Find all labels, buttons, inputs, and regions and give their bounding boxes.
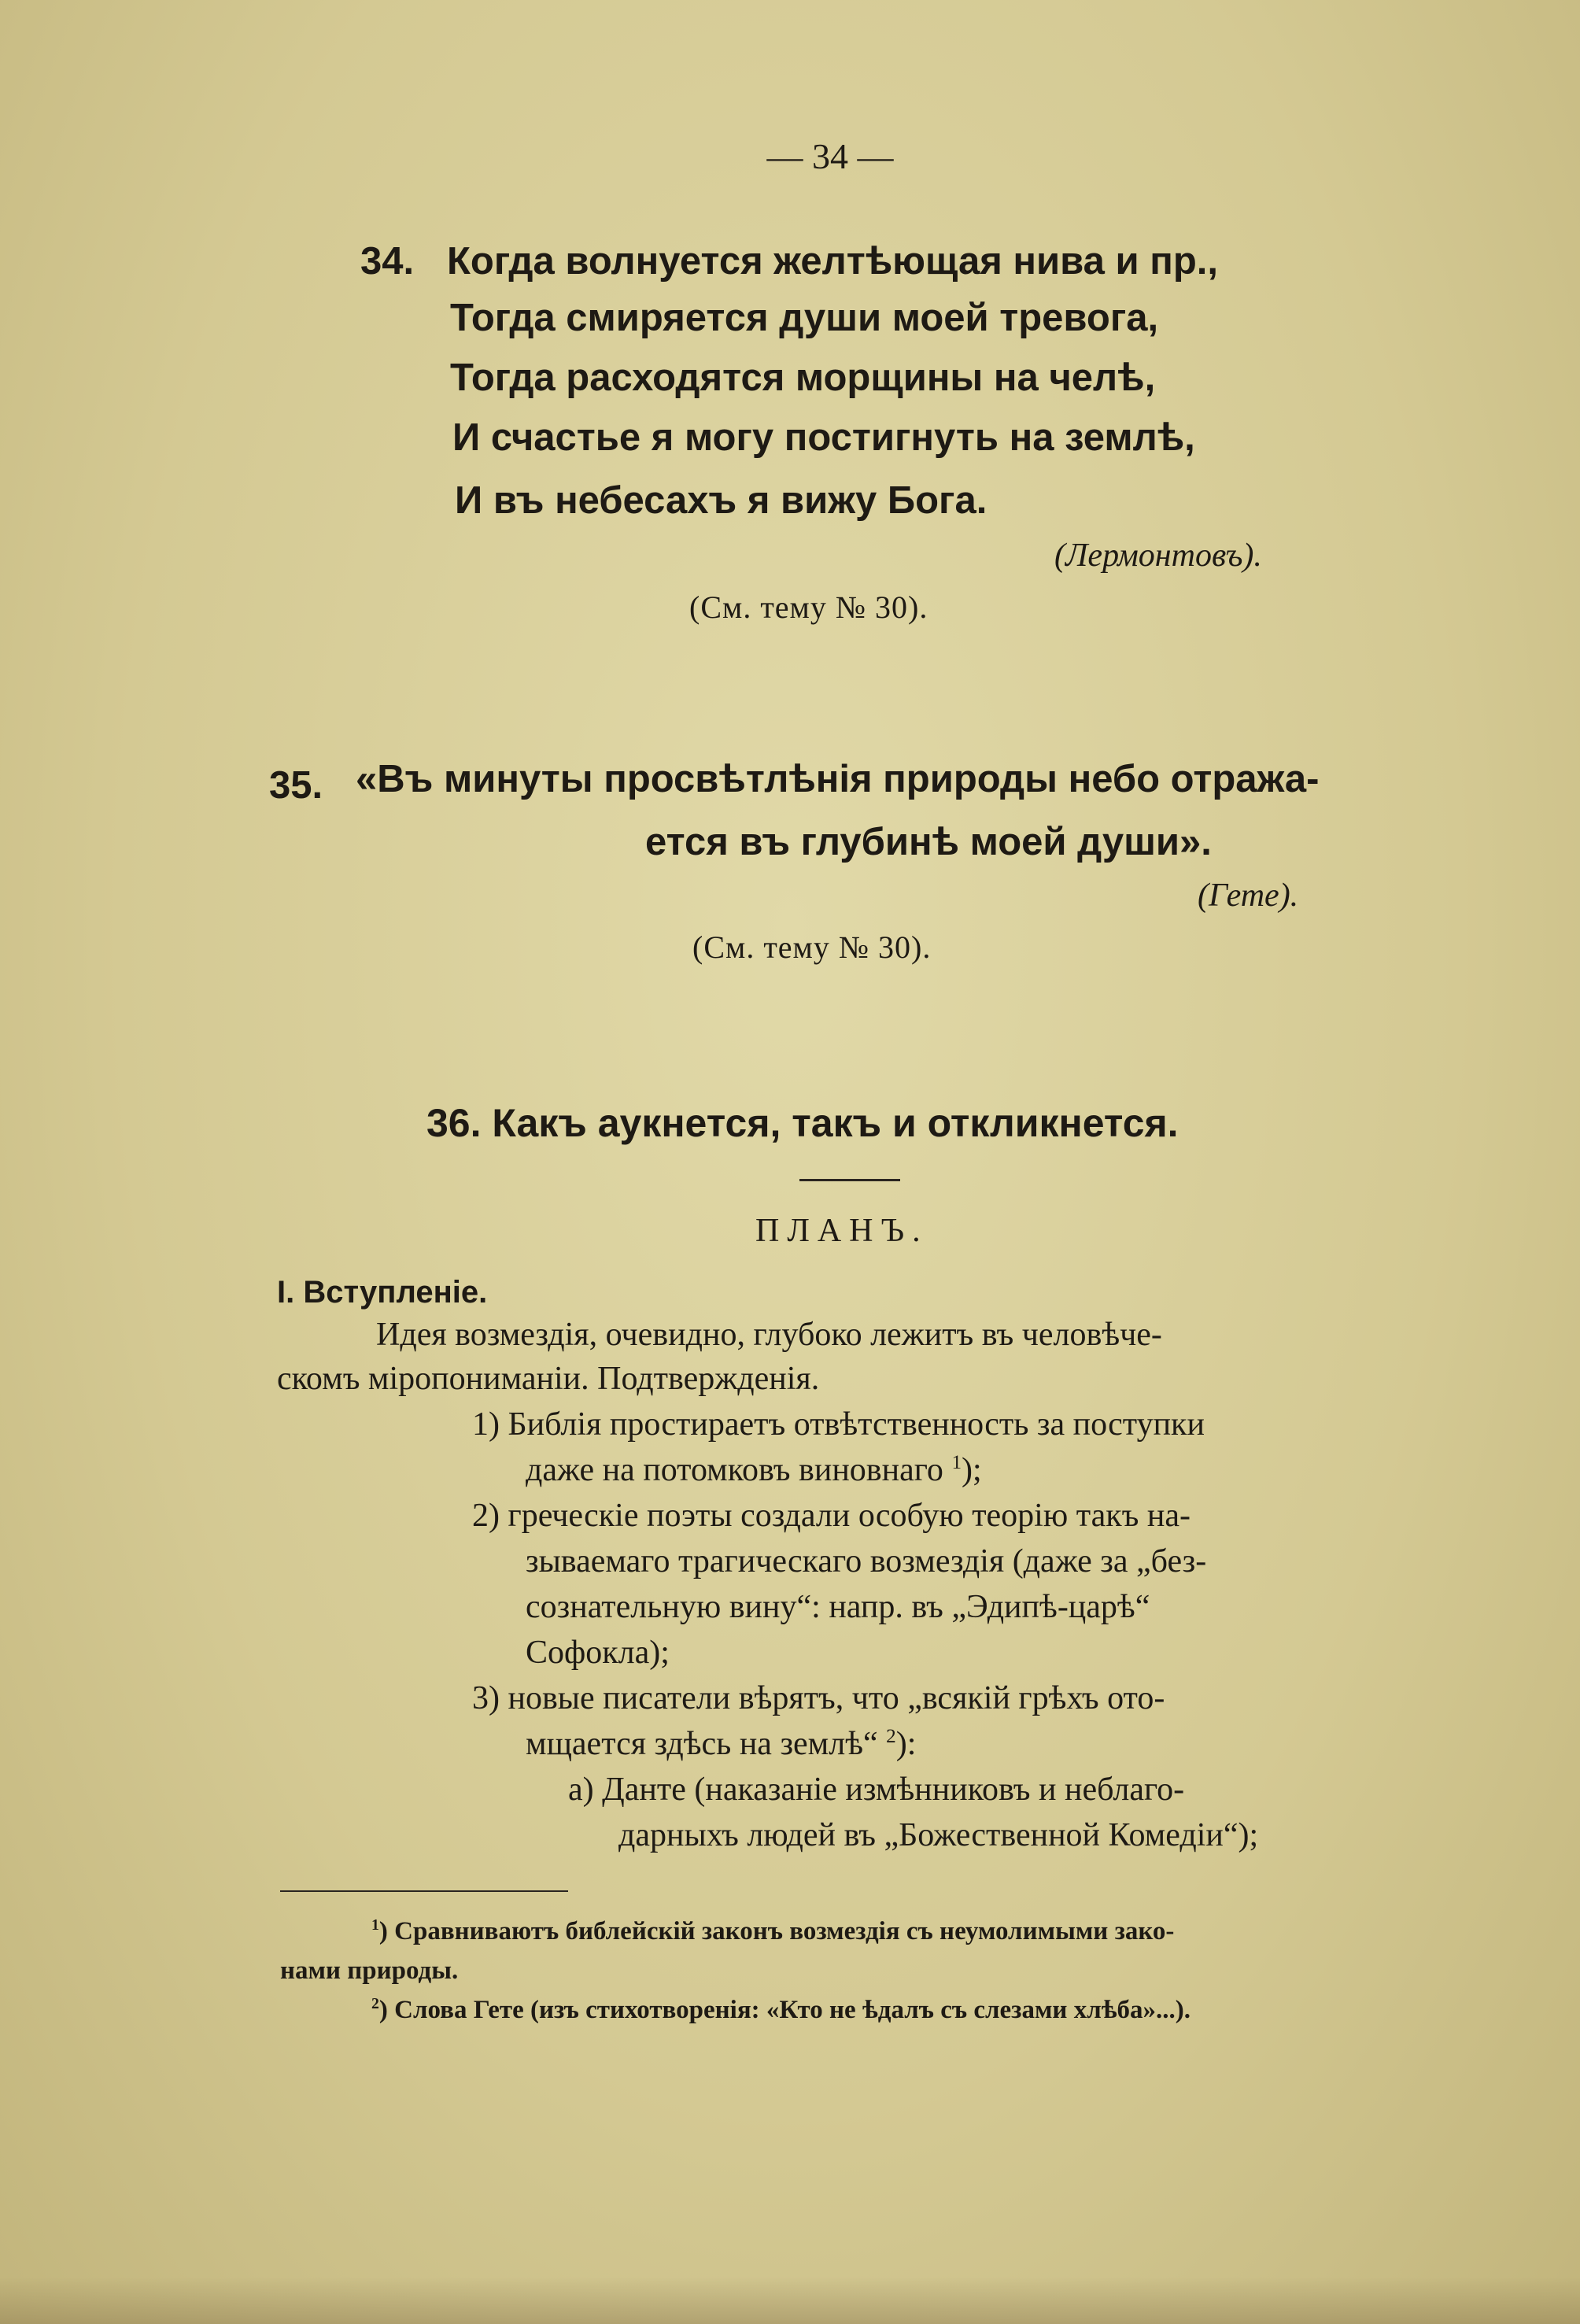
section-heading: I. Вступленіе.	[277, 1275, 488, 1310]
footnote-marker: 1	[951, 1452, 962, 1473]
footnote-line: $^1$) Сравниваютъ библейскій законъ возмездія съ неумолимыми зако-	[371, 1916, 1175, 1945]
poem-line: Когда волнуется желтѣющая нива и пр.,	[447, 240, 1218, 283]
poem-line: И счастье я могу постигнуть на землѣ,	[452, 416, 1195, 459]
separator-rule	[799, 1179, 900, 1181]
footnote-marker: 2	[371, 1995, 379, 2012]
footnote-rule	[280, 1890, 568, 1892]
paragraph-line: Идея возмездія, очевидно, глубоко лежитъ въ человѣче-	[376, 1317, 1162, 1353]
author-attribution: (Лермонтовъ).	[1054, 538, 1262, 574]
list-item-line: а) Данте (наказаніе измѣнниковъ и неблаго-	[568, 1772, 1185, 1808]
theme-34-number: 34.	[360, 240, 415, 283]
quote-line: «Въ минуты просвѣтлѣнія природы небо отража-	[356, 758, 1320, 800]
list-item-line: даже на потомковъ виновнаго $^1$);	[526, 1452, 982, 1488]
list-item-line: сознательную вину“: напр. въ „Эдипѣ-царѣ“	[526, 1589, 1150, 1625]
poem-line: Тогда расходятся морщины на челѣ,	[450, 357, 1156, 399]
poem-line: Тогда смиряется души моей тревога,	[450, 297, 1159, 339]
theme-36-title: 36. Какъ аукнется, такъ и откликнется.	[426, 1101, 1179, 1145]
list-item-line: Софокла);	[526, 1635, 670, 1671]
page-number: — 34 —	[766, 136, 894, 176]
list-item-line: 2) греческіе поэты создали особую теорію такъ на-	[472, 1498, 1191, 1534]
footnote-marker: 2	[886, 1726, 896, 1747]
list-item-line: зываемаго трагическаго возмездія (даже за „без-	[526, 1543, 1207, 1580]
theme-35-number: 35.	[269, 764, 323, 807]
poem-line: И въ небесахъ я вижу Бога.	[455, 479, 988, 522]
theme-reference: (См. тему № 30).	[692, 929, 932, 965]
footnote-marker: 1	[371, 1916, 379, 1934]
footnote-line: $^2$) Слова Гете (изъ стихотворенія: «Кто не ѣдалъ съ слезами хлѣба»...).	[371, 1995, 1191, 2024]
list-item-line: мщается здѣсь на землѣ“ $^2$):	[526, 1726, 917, 1762]
author-attribution: (Гете).	[1198, 878, 1299, 914]
theme-reference: (См. тему № 30).	[689, 589, 928, 625]
list-item-line: 3) новые писатели вѣрятъ, что „всякій грѣхъ ото-	[472, 1680, 1165, 1716]
plan-heading: ПЛАНЪ.	[755, 1213, 928, 1249]
paragraph-line: скомъ міропониманіи. Подтвержденія.	[277, 1361, 820, 1397]
footnote-line: нами природы.	[280, 1956, 459, 1985]
quote-line: ется въ глубинѣ моей души».	[645, 821, 1212, 863]
list-item-line: дарныхъ людей въ „Божественной Комедіи“);	[618, 1817, 1259, 1853]
list-item-line: 1) Библія простираетъ отвѣтственность за поступки	[472, 1406, 1205, 1443]
page-shadow	[0, 2277, 1580, 2324]
